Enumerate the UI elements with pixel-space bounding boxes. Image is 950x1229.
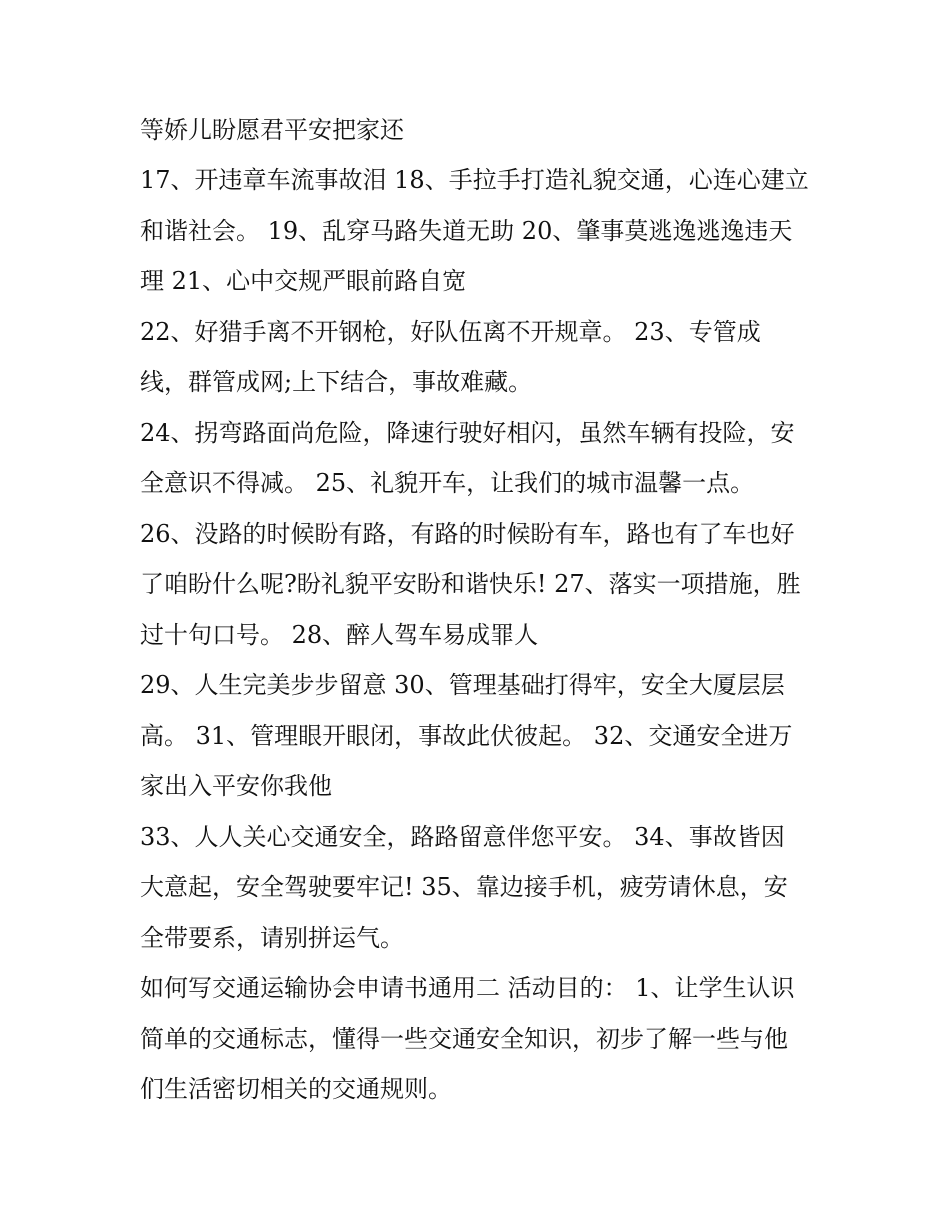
- text-line: 过十句口号。 28、醉人驾车易成罪人: [140, 621, 539, 649]
- text-line: 大意起，安全驾驶要牢记! 35、靠边接手机，疲劳请休息，安: [140, 873, 788, 901]
- text-line: 29、人生完美步步留意 30、管理基础打得牢，安全大厦层层: [140, 671, 785, 699]
- text-line: 26、没路的时候盼有路，有路的时候盼有车，路也有了车也好: [140, 520, 795, 548]
- text-line: 24、拐弯路面尚危险，降速行驶好相闪，虽然车辆有投险，安: [140, 419, 795, 447]
- text-line: 们生活密切相关的交通规则。: [140, 1075, 452, 1103]
- text-line: 家出入平安你我他: [140, 772, 332, 800]
- text-line: 和谐社会。 19、乱穿马路失道无助 20、肇事莫逃逸逃逸违天: [140, 217, 793, 245]
- text-line: 了咱盼什么呢?盼礼貌平安盼和谐快乐! 27、落实一项措施，胜: [140, 570, 801, 598]
- text-line: 线，群管成网;上下结合，事故难藏。: [140, 368, 533, 396]
- text-line: 理 21、心中交规严眼前路自宽: [140, 267, 467, 295]
- text-line: 等娇儿盼愿君平安把家还: [140, 116, 404, 144]
- text-line: 简单的交通标志，懂得一些交通安全知识，初步了解一些与他: [140, 1025, 788, 1053]
- text-line: 全意识不得减。 25、礼貌开车，让我们的城市温馨一点。: [140, 469, 755, 497]
- text-line: 高。 31、管理眼开眼闭，事故此伏彼起。 32、交通安全进万: [140, 722, 793, 750]
- text-line: 33、人人关心交通安全，路路留意伴您平安。 34、事故皆因: [140, 823, 785, 851]
- text-line: 22、好猎手离不开钢枪，好队伍离不开规章。 23、专管成: [140, 318, 761, 346]
- text-line: 如何写交通运输协会申请书通用二 活动目的： 1、让学生认识: [140, 974, 795, 1002]
- text-line: 全带要系，请别拼运气。: [140, 924, 404, 952]
- text-line: 17、开违章车流事故泪 18、手拉手打造礼貌交通，心连心建立: [140, 166, 809, 194]
